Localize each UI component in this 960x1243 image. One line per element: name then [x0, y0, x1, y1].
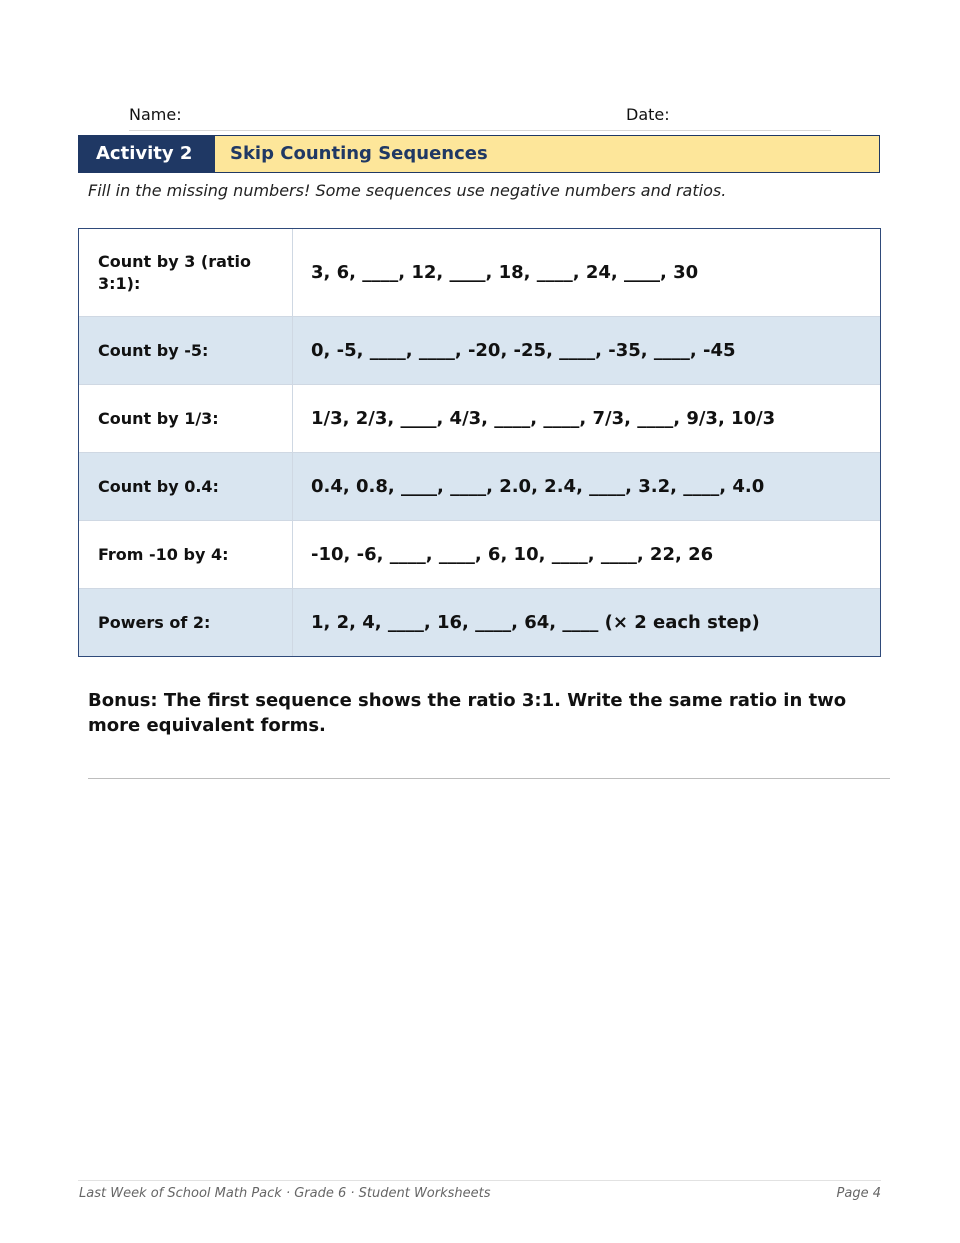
row-sequence: 0, -5, ____, ____, -20, -25, ____, -35, ____, -45 [311, 340, 736, 361]
activity-title: Skip Counting Sequences [215, 136, 879, 172]
row-label: Count by 1/3: [79, 385, 293, 452]
row-label: Count by 3 (ratio 3:1): [79, 229, 293, 316]
row-label: Powers of 2: [79, 589, 293, 656]
row-sequence: -10, -6, ____, ____, 6, 10, ____, ____, 22, 26 [311, 544, 714, 565]
row-label: Count by -5: [79, 317, 293, 384]
activity-header [78, 135, 880, 173]
activity-badge: Activity 2 [79, 136, 215, 172]
row-sequence: 1/3, 2/3, ____, 4/3, ____, ____, 7/3, ____, 9/3, 10/3 [311, 408, 776, 429]
table-row [79, 384, 880, 452]
row-sequence: 1, 2, 4, ____, 16, ____, 64, ____ (× 2 each step) [311, 612, 760, 633]
table-row [79, 452, 880, 520]
instructions: Fill in the missing numbers! Some sequences use negative numbers and ratios. [88, 181, 727, 200]
row-sequence: 3, 6, ____, 12, ____, 18, ____, 24, ____, 30 [311, 262, 699, 283]
row-label: Count by 0.4: [79, 453, 293, 520]
page-number: Page 4 [836, 1186, 881, 1201]
table-row [79, 588, 880, 656]
footer-title: Last Week of School Math Pack · Grade 6 · Student Worksheets [79, 1186, 491, 1201]
footer-divider [78, 1180, 881, 1181]
name-date-line [129, 105, 831, 131]
sequence-table [78, 228, 881, 657]
answer-line [88, 778, 890, 779]
table-row [79, 316, 880, 384]
date-label: Date: [626, 105, 670, 124]
row-label: From -10 by 4: [79, 521, 293, 588]
name-label: Name: [129, 105, 182, 124]
row-sequence: 0.4, 0.8, ____, ____, 2.0, 2.4, ____, 3.2, ____, 4.0 [311, 476, 765, 497]
table-row [79, 520, 880, 588]
table-row [79, 229, 880, 316]
bonus-question: Bonus: The first sequence shows the ratio 3:1. Write the same ratio in two more equivalent forms. [88, 690, 847, 736]
